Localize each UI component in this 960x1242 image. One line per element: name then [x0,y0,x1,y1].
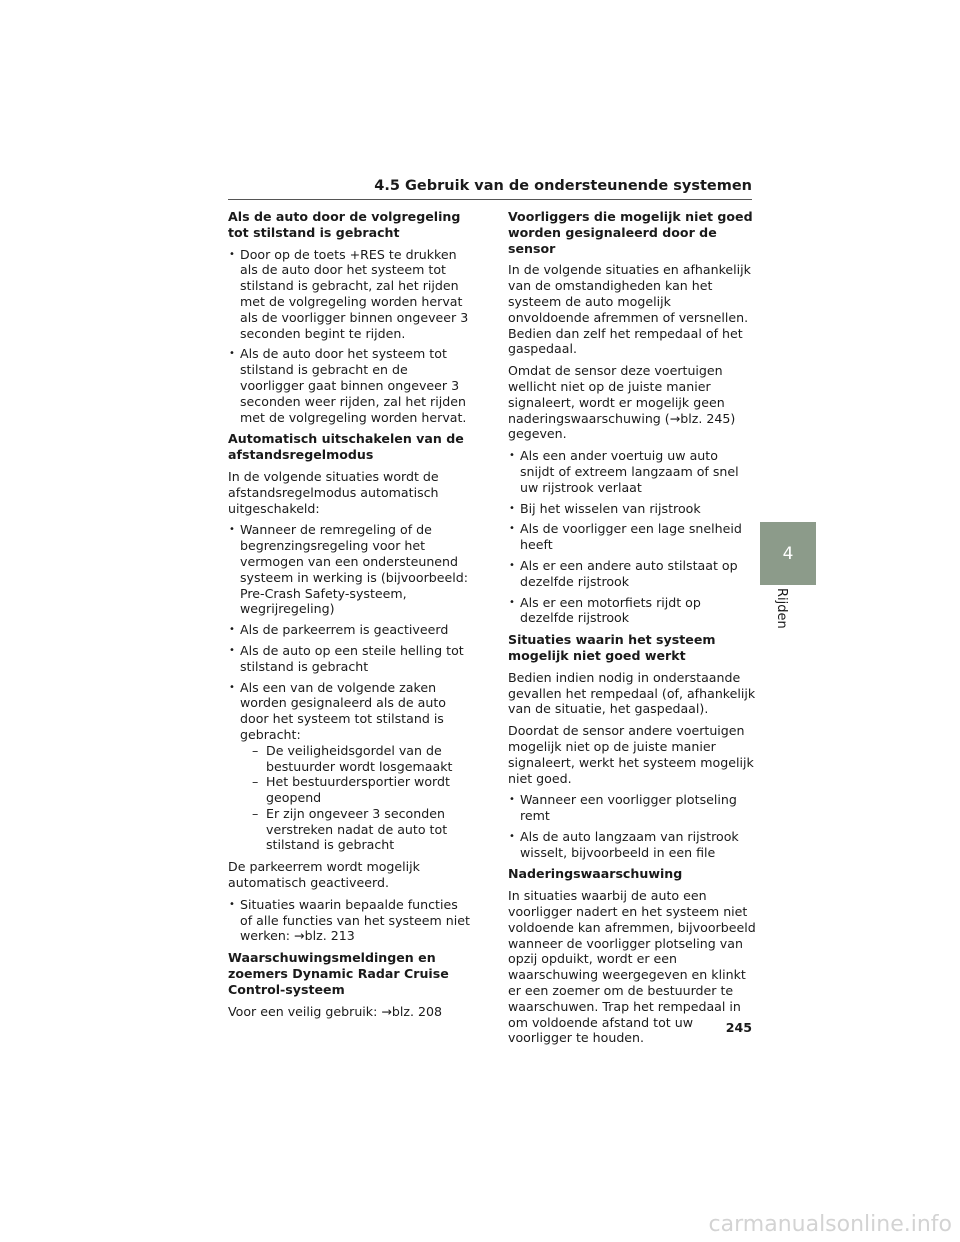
list-functies [228,897,470,944]
list-item: • Als de parkeerrem is geactiveerd [228,622,470,638]
list-situaties [508,792,756,860]
list-item: • Als de auto door het systeem tot stilstand is gebracht en de voorligger gaat binnen ongeveer 3 seconden weer rijden, zal het rijden met de volgregeling worden hervat. [228,346,470,425]
list-item-text: Als een van de volgende zaken worden gesignaleerd als de auto door het systeem tot stilstand is gebracht: [240,679,447,742]
heading-naderingswaarschuwing: Naderingswaarschuwing [508,866,683,882]
heading-waarschuwingsmeldingen: Waarschuwingsmeldingen en zoemers Dynamic Radar Cruise Control-systeem [228,950,449,997]
list-uitschakelen [228,522,470,853]
list-item [228,680,470,854]
paragraph: In situaties waarbij de auto een voorligger nadert en het systeem niet voldoende kan afremmen, bijvoorbeeld wanneer de voorligger plotseling van opzij opduikt, wordt er een waarschuwing weergegeven en klinkt er een zoemer om de bestuurder te waarschuwen. Trap het rempedaal in om voldoende afstand tot uw voorligger te houden. [508,888,756,1046]
watermark: carmanualsonline.info [708,1212,952,1237]
list-item: • Als de voorligger een lage snelheid heeft [508,521,756,553]
paragraph: Omdat de sensor deze voertuigen wellicht niet op de juiste manier signaleert, wordt er mogelijk geen naderingswaarschuwing (→blz. 245) gegeven. [508,363,736,442]
section-header: 4.5 Gebruik van de ondersteunende systemen [374,178,752,194]
header-divider [228,199,752,200]
paragraph: Doordat de sensor andere voertuigen mogelijk niet op de juiste manier signaleert, werkt het systeem mogelijk niet goed. [508,723,754,786]
chapter-tab[interactable]: 4 [760,522,816,585]
list-item: • Wanneer de remregeling of de begrenzingsregeling voor het vermogen van een ondersteunend systeem in werking is (bijvoorbeeld: Pre-Crash Safety-systeem, wegrijregeling) [228,522,470,617]
paragraph: In de volgende situaties wordt de afstandsregelmodus automatisch uitgeschakeld: [228,468,439,516]
list-item: • Wanneer een voorligger plotseling remt [508,792,756,824]
heading-automatisch-uitschakelen: Automatisch uitschakelen van de afstandsregelmodus [228,431,464,463]
heading-voorliggers: Voorliggers die mogelijk niet goed worden gesignaleerd door de sensor [508,209,753,256]
paragraph: Voor een veilig gebruik: →blz. 208 [228,1003,443,1019]
heading-stilstand: Als de auto door de volgregeling tot stilstand is gebracht [228,209,461,240]
list-item: • Als de auto op een steile helling tot stilstand is gebracht [228,643,470,675]
sub-list-item: – Het bestuurdersportier wordt geopend [240,774,470,806]
list-item: • Als een ander voertuig uw auto snijdt of extreem langzaam of snel uw rijstrook verlaat [508,448,756,495]
sub-list-item: – Er zijn ongeveer 3 seconden verstreken nadat de auto tot stilstand is gebracht [240,806,470,853]
paragraph: In de volgende situaties en afhankelijk van de omstandigheden kan het systeem de auto mogelijk onvoldoende afremmen of versnellen. Bedien dan zelf het rempedaal of het gaspedaal. [508,262,751,357]
paragraph: Bedien indien nodig in onderstaande gevallen het rempedaal (of, afhankelijk van de situatie, het gaspedaal). [508,669,756,717]
right-column [508,209,756,1052]
sub-list [240,743,470,854]
list-item: • Als de auto langzaam van rijstrook wisselt, bijvoorbeeld in een file [508,829,756,861]
list-item: • Situaties waarin bepaalde functies of alle functies van het systeem niet werken: →blz. 213 [228,897,470,944]
list-stilstand [228,247,470,426]
sub-list-item: – De veiligheidsgordel van de bestuurder wordt losgemaakt [240,743,470,775]
list-voorliggers [508,448,756,626]
list-item: • Als er een motorfiets rijdt op dezelfde rijstrook [508,595,756,627]
list-item: • Bij het wisselen van rijstrook [508,501,756,517]
chapter-tab-label: Rijden [774,588,789,629]
list-item: • Als er een andere auto stilstaat op dezelfde rijstrook [508,558,756,590]
left-column [228,209,470,1025]
heading-situaties: Situaties waarin het systeem mogelijk niet goed werkt [508,632,716,663]
list-item: • Door op de toets +RES te drukken als de auto door het systeem tot stilstand is gebracht, zal het rijden met de volgregeling worden hervat als de voorligger binnen ongeveer 3 seconden begint te rijden. [228,247,470,342]
page-number: 245 [725,1020,752,1035]
paragraph: De parkeerrem wordt mogelijk automatisch geactiveerd. [228,859,420,891]
